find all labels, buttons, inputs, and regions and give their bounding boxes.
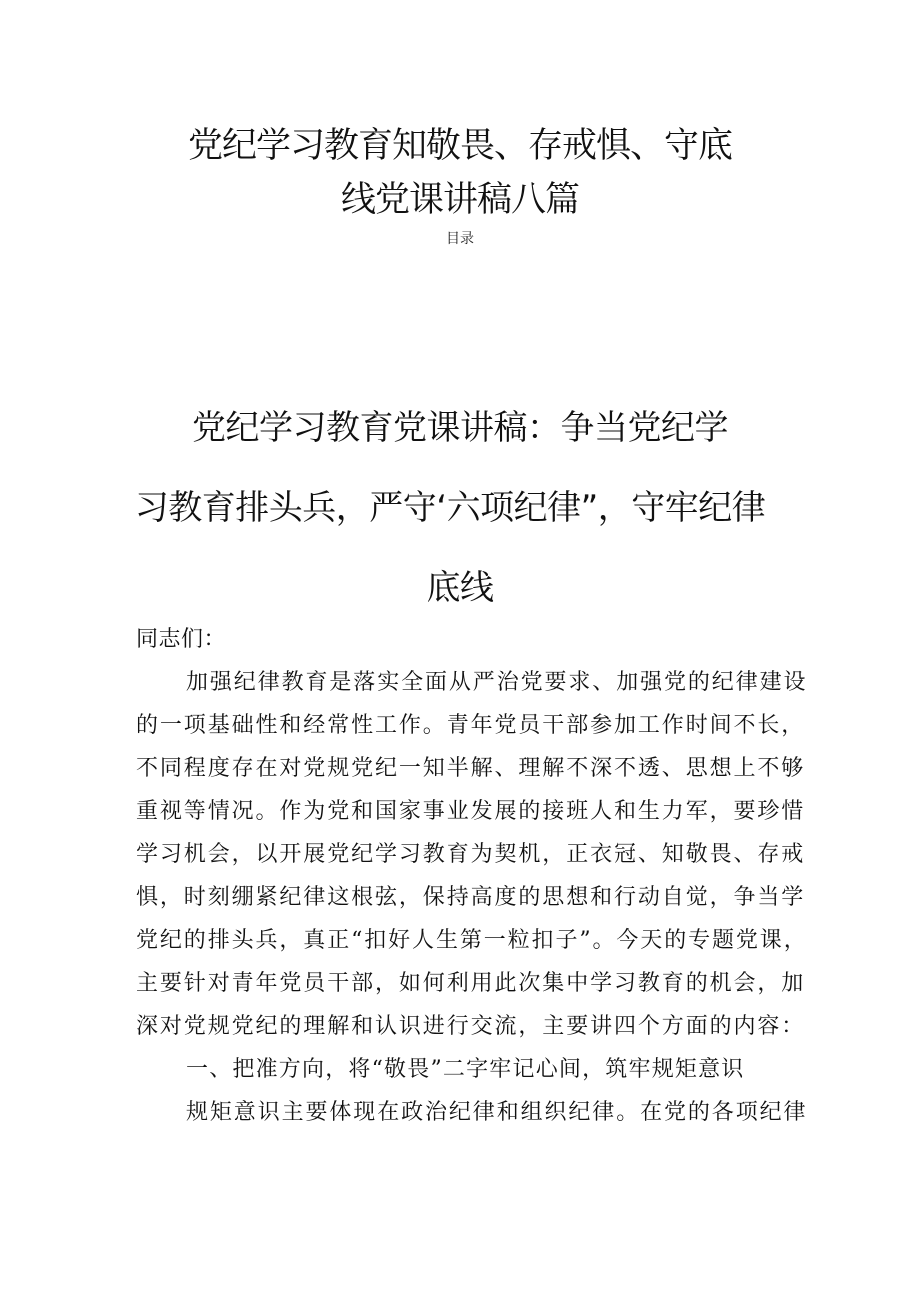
section-heading: 一、把准方向，将“敬畏”二字牢记心间，筑牢规矩意识	[186, 1057, 745, 1082]
document-title-line-1: 党纪学习教育知敬畏、存戒惧、守底	[187, 126, 732, 166]
body-line: 重视等情况。作为党和国家事业发展的接班人和生力军，要珍惜	[136, 799, 806, 824]
section-title-line-2: 习教育排头兵，严守‘六项纪律”，守牢纪律	[134, 488, 766, 528]
body-line: 的一项基础性和经常性工作。青年党员干部参加工作时间不长，	[136, 713, 806, 738]
body-line: 加强纪律教育是落实全面从严治党要求、加强党的纪律建设	[186, 670, 808, 695]
section-title-line-1: 党纪学习教育党课讲稿：争当党纪学	[192, 408, 728, 448]
document-title-line-2: 线党课讲稿八篇	[340, 180, 579, 220]
body-line: 主要针对青年党员干部，如何利用此次集中学习教育的机会，加	[136, 971, 806, 996]
table-of-contents-label: 目录	[446, 231, 474, 247]
body-line: 规矩意识主要体现在政治纪律和组织纪律。在党的各项纪律	[186, 1100, 808, 1125]
body-line: 不同程度存在对党规党纪一知半解、理解不深不透、思想上不够	[136, 756, 806, 781]
body-line: 惧，时刻绷紧纪律这根弦，保持高度的思想和行动自觉，争当学	[136, 885, 806, 910]
body-line: 党纪的排头兵，真正“扣好人生第一粒扣子”。今天的专题党课，	[136, 928, 808, 953]
section-title-line-3: 底线	[426, 568, 494, 608]
body-line: 学习机会，以开展党纪学习教育为契机，正衣冠、知敬畏、存戒	[136, 842, 806, 867]
greeting: 同志们：	[136, 627, 227, 652]
body-line: 深对党规党纪的理解和认识进行交流，主要讲四个方面的内容：	[136, 1014, 806, 1039]
